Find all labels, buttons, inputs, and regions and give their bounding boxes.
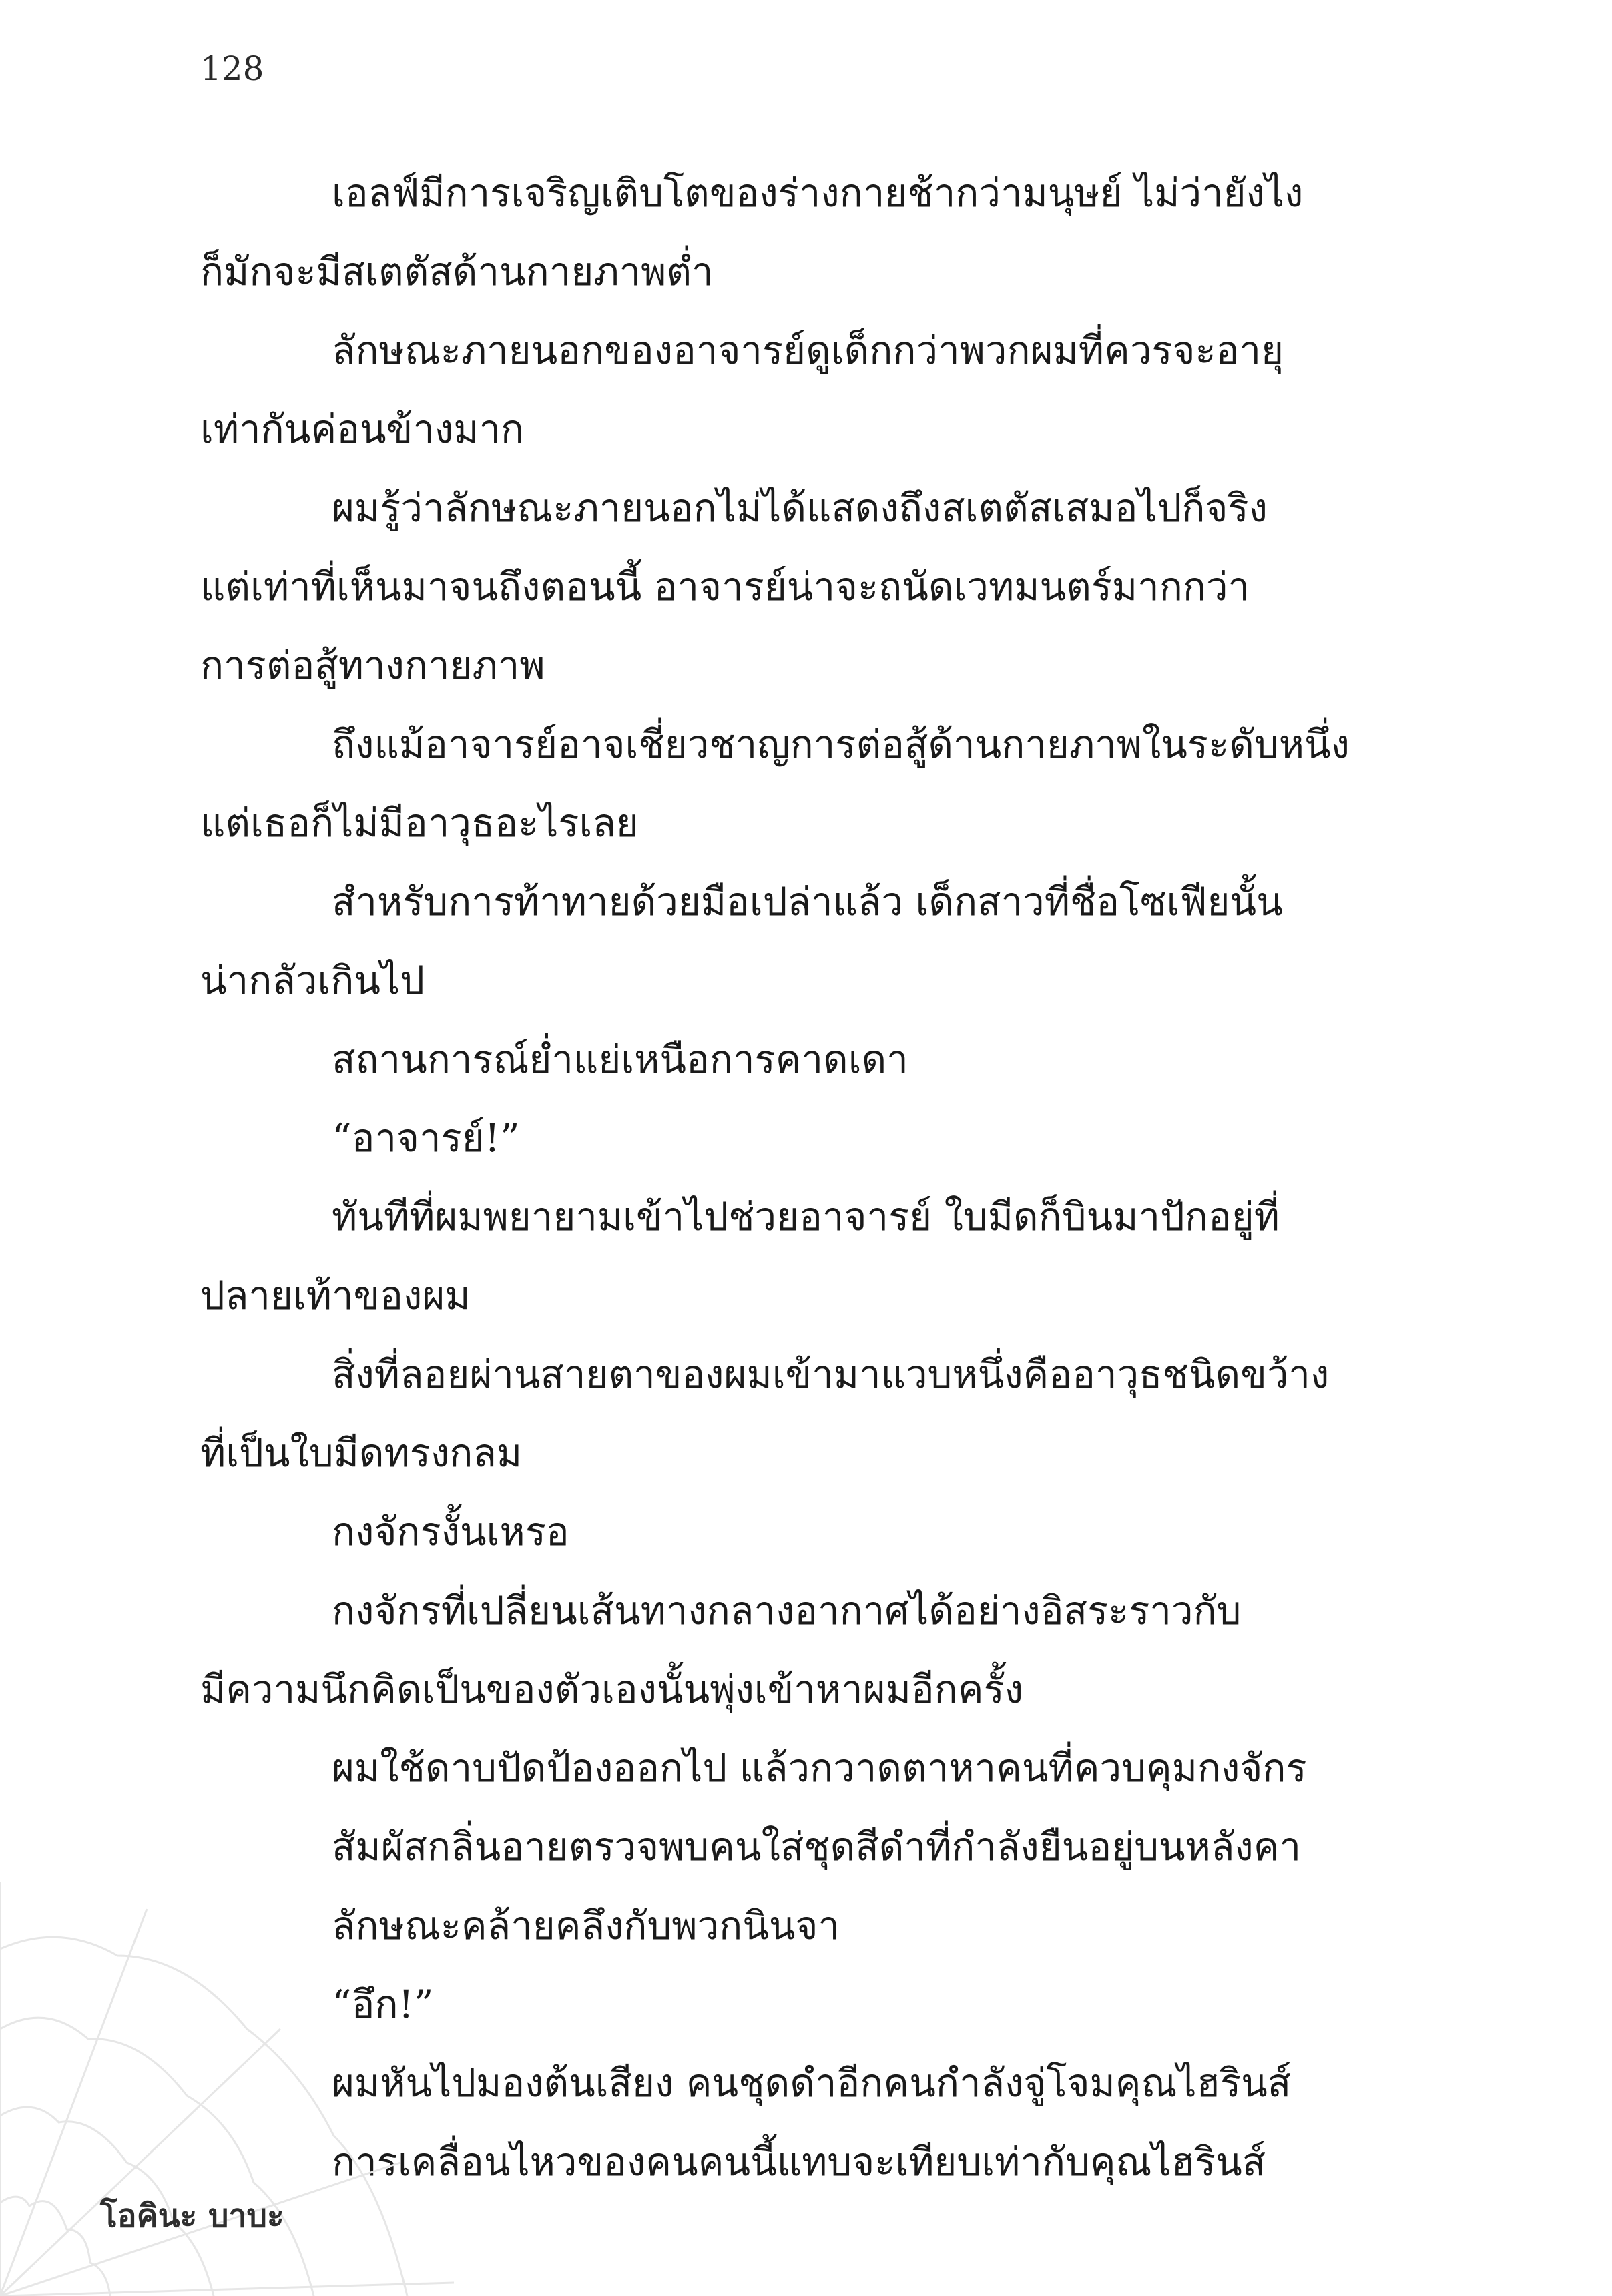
text-line: ผมหันไปมองต้นเสียง คนชุดดำอีกคนกำลังจู่โจมคุณไฮรินส์: [332, 2060, 1292, 2106]
text-line: ปลายเท้าของผม: [200, 1273, 471, 1318]
text-line: เท่ากันค่อนข้างมาก: [200, 406, 525, 452]
text-line: ก็มักจะมีสเตตัสด้านกายภาพต่ำ: [200, 249, 714, 294]
text-line: แต่เท่าที่เห็นมาจนถึงตอนนี้ อาจารย์น่าจะถนัดเวทมนตร์มากกว่า: [200, 564, 1250, 609]
text-line: ทันทีที่ผมพยายามเข้าไปช่วยอาจารย์ ใบมีดก็บินมาปักอยู่ที่: [332, 1194, 1280, 1239]
text-line: การต่อสู้ทางกายภาพ: [200, 643, 545, 688]
text-line: สำหรับการท้าทายด้วยมือเปล่าแล้ว เด็กสาวที่ชื่อโซเฟียนั้น: [332, 879, 1283, 924]
text-line: การเคลื่อนไหวของคนคนนี้แทบจะเทียบเท่ากับคุณไฮรินส์: [332, 2139, 1266, 2185]
text-line: ผมรู้ว่าลักษณะภายนอกไม่ได้แสดงถึงสเตตัสเสมอไปก็จริง: [332, 485, 1268, 531]
text-line: กงจักรที่เปลี่ยนเส้นทางกลางอากาศได้อย่างอิสระราวกับ: [332, 1588, 1242, 1633]
text-line: มีความนึกคิดเป็นของตัวเองนั้นพุ่งเข้าหาผมอีกครั้ง: [200, 1667, 1024, 1712]
text-line: สถานการณ์ย่ำแย่เหนือการคาดเดา: [332, 1037, 908, 1082]
text-line: ถึงแม้อาจารย์อาจเชี่ยวชาญการต่อสู้ด้านกายภาพในระดับหนึ่ง: [332, 722, 1350, 767]
text-line: “อึก!”: [332, 1982, 434, 2027]
page-number: 128: [200, 49, 264, 88]
text-line: กงจักรงั้นเหรอ: [332, 1509, 569, 1554]
text-line: น่ากลัวเกินไป: [200, 958, 425, 1003]
text-line: ลักษณะภายนอกของอาจารย์ดูเด็กกว่าพวกผมที่ควรจะอายุ: [332, 328, 1284, 373]
text-line: “อาจารย์!”: [332, 1115, 520, 1161]
text-line: เอลฟ์มีการเจริญเติบโตของร่างกายช้ากว่ามนุษย์ ไม่ว่ายังไง: [332, 170, 1304, 216]
text-line: ที่เป็นใบมีดทรงกลม: [200, 1430, 523, 1476]
text-line: ลักษณะคล้ายคลึงกับพวกนินจา: [332, 1903, 840, 1948]
text-line: ผมใช้ดาบปัดป้องออกไป แล้วกวาดตาหาคนที่ควบคุมกงจักร: [332, 1745, 1307, 1791]
text-line: สิ่งที่ลอยผ่านสายตาของผมเข้ามาแวบหนึ่งคืออาวุธชนิดขว้าง: [332, 1352, 1330, 1397]
text-line: สัมผัสกลิ่นอายตรวจพบคนใส่ชุดสีดำที่กำลังยืนอยู่บนหลังคา: [332, 1824, 1302, 1870]
text-line: แต่เธอก็ไม่มีอาวุธอะไรเลย: [200, 800, 639, 846]
footer-author: โอคินะ บาบะ: [100, 2197, 284, 2235]
